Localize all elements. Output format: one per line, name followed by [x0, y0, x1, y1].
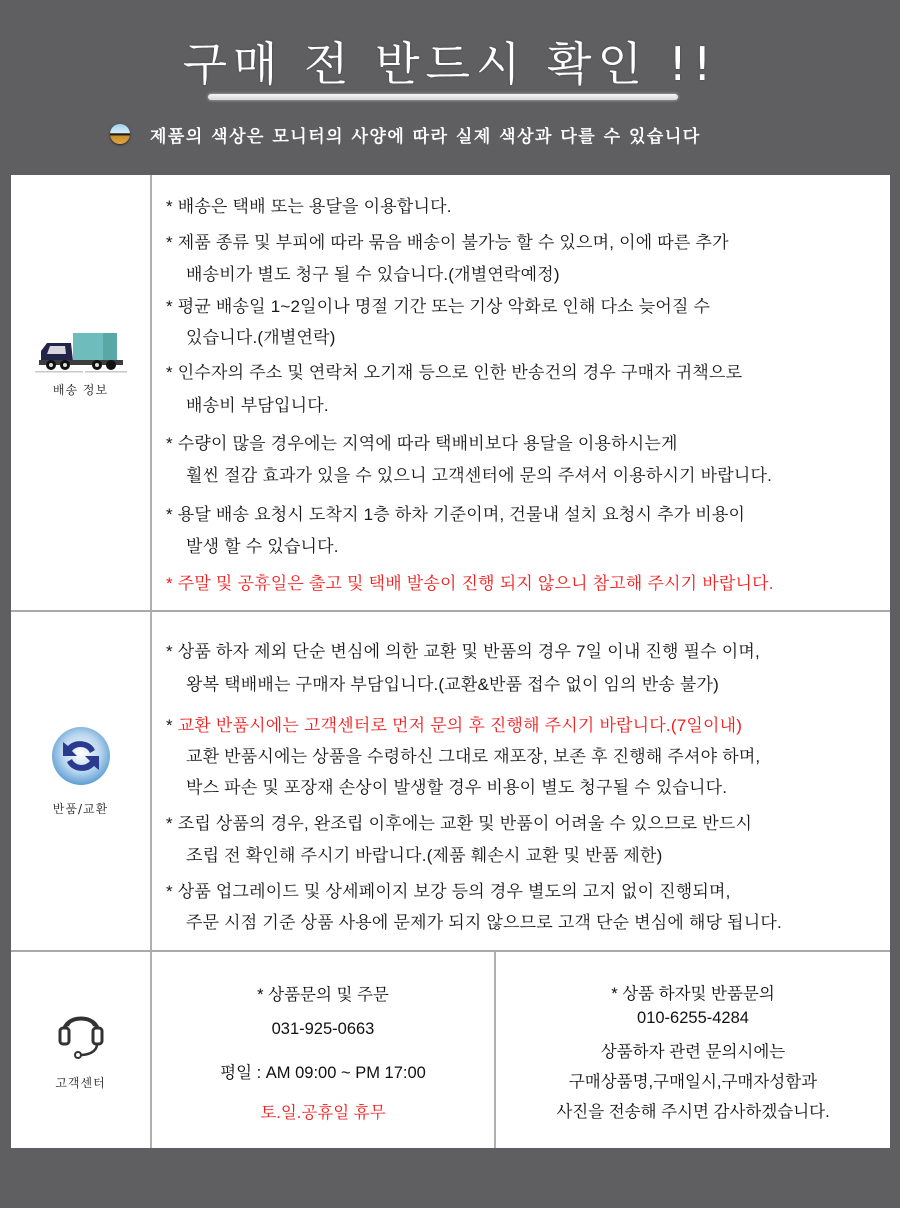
returns-line: * 조립 상품의 경우, 완조립 이후에는 교환 및 반품이 어려울 수 있으므로 반드시	[166, 814, 753, 833]
title-underline	[208, 94, 678, 100]
customer-center-label: 고객센터	[55, 1076, 106, 1090]
shipping-line: * 배송은 택배 또는 용달을 이용합니다.	[166, 197, 452, 216]
shipping-line: * 인수자의 주소 및 연락처 오기재 등으로 인한 반송건의 경우 구매자 귀책으로	[166, 363, 743, 382]
orders-heading: * 상품문의 및 주문	[257, 986, 389, 1004]
shipping-line: 발생 할 수 있습니다.	[186, 537, 339, 556]
color-notice	[110, 120, 701, 148]
header	[0, 0, 900, 175]
defects-heading: * 상품 하자및 반품문의	[611, 985, 775, 1003]
returns-line: 박스 파손 및 포장재 손상이 발생할 경우 비용이 별도 청구될 수 있습니다.	[186, 778, 728, 797]
returns-line: 왕복 택배배는 구매자 부담입니다.(교환&반품 접수 없이 임의 반송 불가)	[186, 675, 719, 694]
shipping-label-cell	[11, 175, 152, 610]
customer-center-label-cell	[11, 952, 152, 1148]
orders-phone[interactable]: 031-925-0663	[271, 1020, 375, 1038]
shipping-line: * 제품 종류 및 부피에 따라 묶음 배송이 불가능 할 수 있으며, 이에 따른 추가	[166, 233, 729, 252]
shipping-line: 훨씬 절감 효과가 있을 수 있으니 고객센터에 문의 주셔서 이용하시기 바랍니다.	[186, 466, 773, 485]
delivery-truck-icon	[35, 331, 127, 373]
circle-info-icon	[110, 124, 130, 144]
shipping-line: 배송비 부담입니다.	[186, 396, 329, 415]
headset-icon	[56, 1004, 106, 1060]
returns-contact-warning: 교환 반품시에는 고객센터로 먼저 문의 후 진행해 주시기 바랍니다.(7일이내)	[177, 716, 743, 735]
returns-section	[11, 612, 890, 952]
returns-line: * 상품 하자 제외 단순 변심에 의한 교환 및 반품의 경우 7일 이내 진행 필수 이며,	[166, 642, 760, 661]
customer-center-section	[11, 952, 890, 1148]
returns-line: * 상품 업그레이드 및 상세페이지 보강 등의 경우 별도의 고지 없이 진행되며,	[166, 882, 731, 901]
returns-label: 반품/교환	[52, 802, 109, 816]
defects-contact	[496, 952, 890, 1148]
info-panel	[11, 175, 890, 1148]
shipping-section	[11, 175, 890, 612]
defects-note-2: 구매상품명,구매일시,구매자성함과	[568, 1073, 818, 1091]
returns-line: 조립 전 확인해 주시기 바랍니다.(제품 훼손시 교환 및 반품 제한)	[186, 846, 663, 865]
returns-line: 교환 반품시에는 상품을 수령하신 그대로 재포장, 보존 후 진행해 주셔야 하며,	[186, 747, 761, 766]
bullet-asterisk: *	[166, 716, 178, 735]
orders-closed-notice: 토.일.공휴일 휴무	[260, 1104, 386, 1122]
shipping-line: * 평균 배송일 1~2일이나 명절 기간 또는 기상 악화로 인해 다소 늦어질 수	[166, 297, 711, 316]
returns-line: 주문 시점 기준 상품 사용에 문제가 되지 않으므로 고객 단순 변심에 해당 됩니다.	[186, 913, 782, 932]
page-title: 구매 전 반드시 확인 !!	[182, 37, 718, 91]
orders-contact	[152, 952, 496, 1148]
defects-note-1: 상품하자 관련 문의시에는	[600, 1043, 786, 1061]
returns-contact-first-line	[166, 711, 742, 736]
defects-phone[interactable]: 010-6255-4284	[637, 1009, 749, 1027]
shipping-label: 배송 정보	[52, 383, 109, 397]
orders-hours: 평일 : AM 09:00 ~ PM 17:00	[220, 1064, 426, 1082]
shipping-line: * 용달 배송 요청시 도착지 1층 하차 기준이며, 건물내 설치 요청시 추가 비용이	[166, 505, 746, 524]
shipping-line: 배송비가 별도 청구 될 수 있습니다.(개별연락예정)	[186, 265, 560, 284]
returns-label-cell	[11, 612, 152, 950]
color-notice-text: 제품의 색상은 모니터의 사양에 따라 실제 색상과 다를 수 있습니다	[150, 126, 701, 147]
defects-note-3: 사진을 전송해 주시면 감사하겠습니다.	[556, 1103, 830, 1121]
shipping-line: 있습니다.(개별연락)	[186, 328, 336, 347]
exchange-arrows-icon	[51, 726, 111, 786]
shipping-weekend-warning: * 주말 및 공휴일은 출고 및 택배 발송이 진행 되지 않으니 참고해 주시기 바랍니다.	[166, 574, 774, 593]
shipping-line: * 수량이 많을 경우에는 지역에 따라 택배비보다 용달을 이용하시는게	[166, 434, 678, 453]
